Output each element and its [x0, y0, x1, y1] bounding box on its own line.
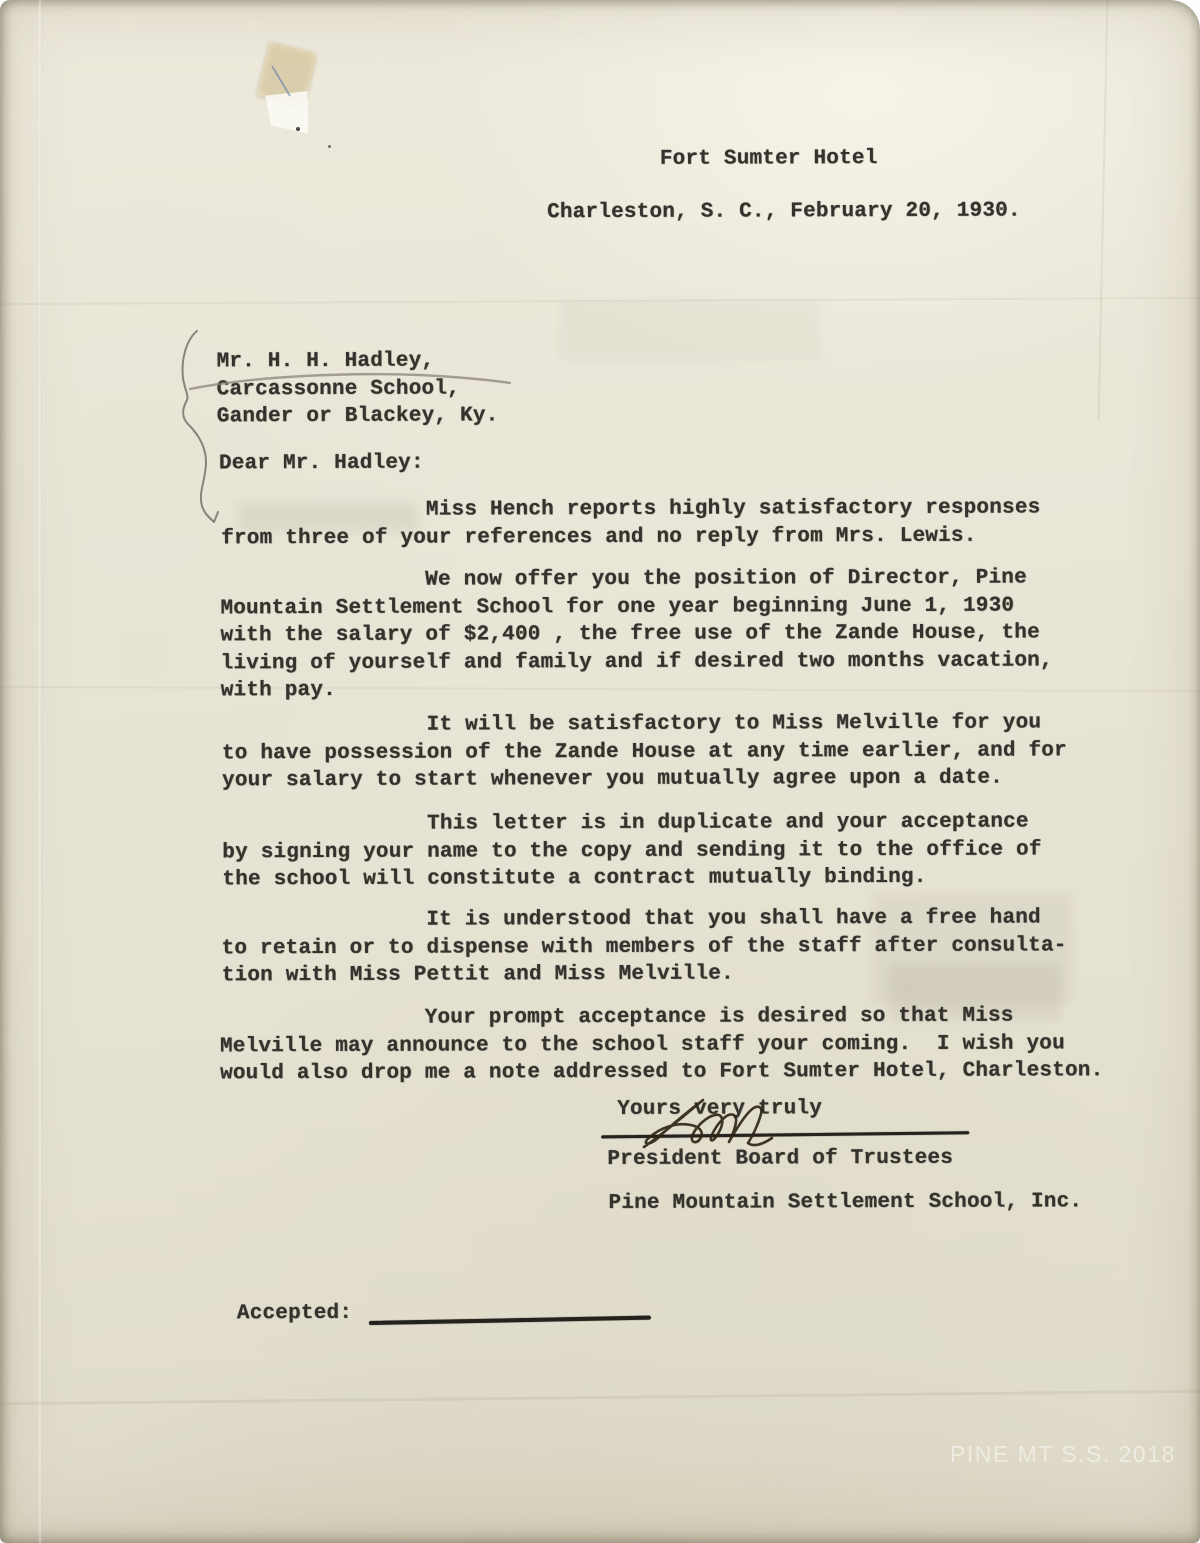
salutation: Dear Mr. Hadley: — [218, 451, 424, 476]
dateline: Charleston, S. C., February 20, 1930. — [547, 199, 1021, 225]
organization-name: Pine Mountain Settlement School, Inc. — [608, 1190, 1083, 1215]
paragraph-offer: We now offer you the position of Director, Pine Mountain Settlement School for one year beginning June 1, 1930 with the salary of $2,400 , the free use of the Zande House, the living of yourself and family and if desired two months vacation, with pay. — [220, 566, 1053, 703]
accepted-label: Accepted: — [236, 1301, 353, 1326]
paragraph-zande-house: It will be satisfactory to Miss Melville for you to have possession of the Zande House at any time earlier, and for your salary to start whenever you mutually agree upon a date. — [221, 711, 1067, 793]
recipient-address-block: Mr. H. H. Hadley, Carcassonne School, Gander or Blackey, Ky. — [216, 349, 499, 429]
complimentary-closing: Yours very truly — [617, 1097, 823, 1121]
paragraph-free-hand: It is understood that you shall have a free hand to retain or to dispense with members of the staff after consulta- tion with Miss Pettit and Miss Melville. — [221, 906, 1067, 988]
paragraph-duplicate-contract: This letter is in duplicate and your acceptance by signing your name to the copy and sending it to the office of the school will constitute a contract mutually binding. — [222, 810, 1042, 892]
accepted-blank-rule — [369, 1316, 651, 1325]
letterhead-hotel-name: Fort Sumter Hotel — [659, 147, 878, 171]
paragraph-references: Miss Hench reports highly satisfactory responses from three of your references and no reply from Mrs. Lewis. — [221, 496, 1041, 550]
paragraph-prompt-acceptance: Your prompt acceptance is desired so that Miss Melville may announce to the school staff your coming. I wish you would also drop me a note addressed to Fort Sumter Hotel, Charleston. — [219, 1004, 1104, 1086]
archive-watermark: PINE MT S.S. 2018 — [950, 1441, 1176, 1467]
signer-title: President Board of Trustees — [607, 1146, 954, 1171]
signature-rule — [601, 1131, 969, 1138]
